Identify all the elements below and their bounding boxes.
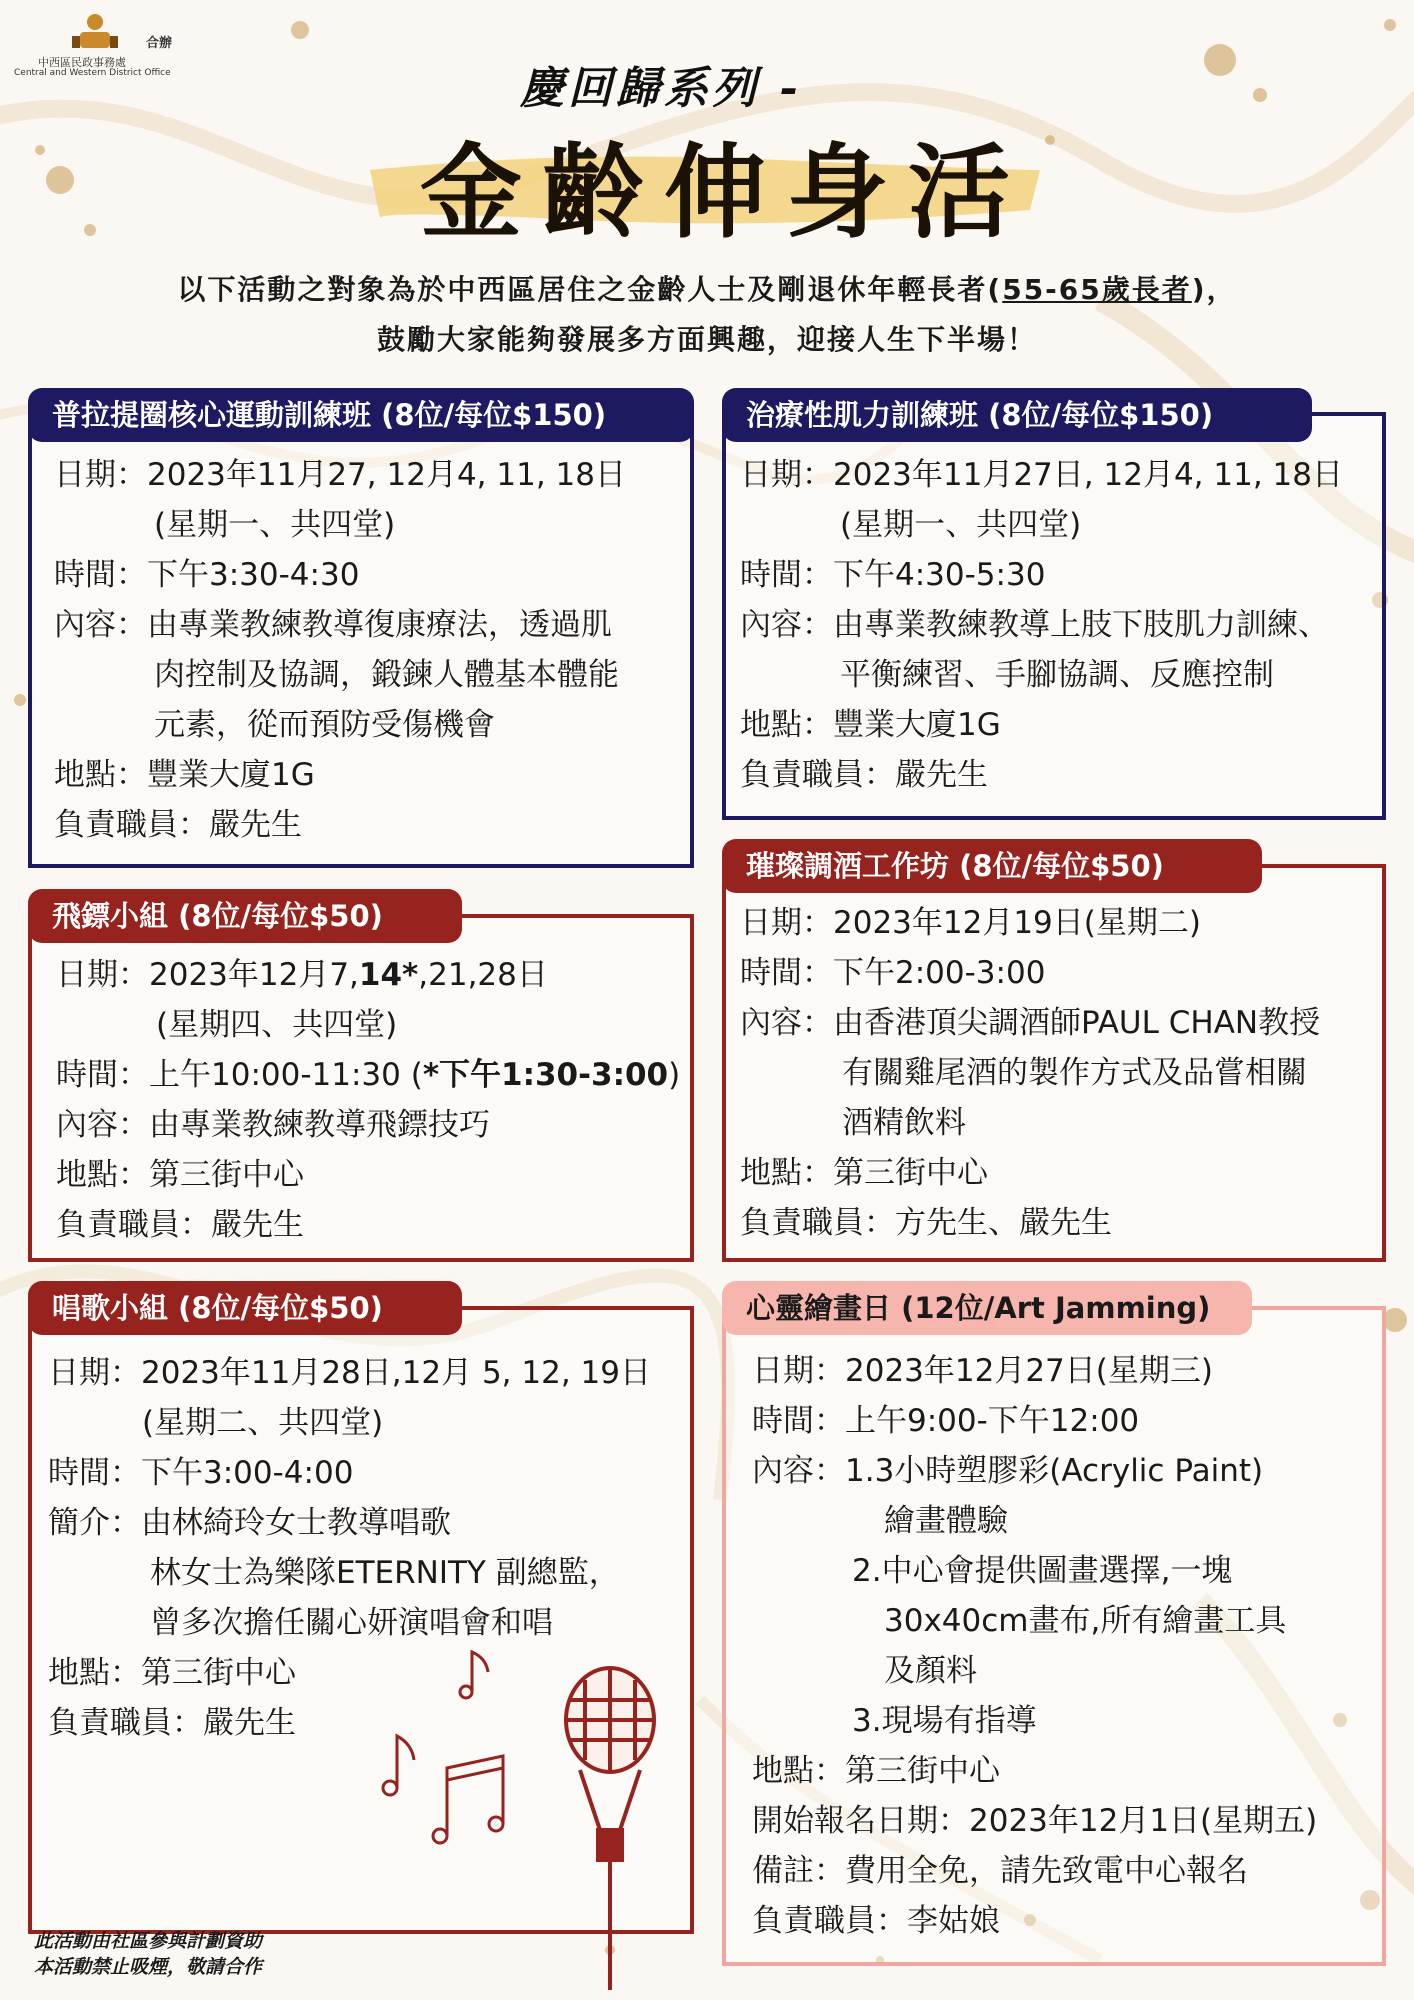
painting-staff: 李姑娘 (907, 1903, 1000, 1939)
singing-time: 下午3:00-4:00 (141, 1455, 354, 1491)
time-label: 時間： (752, 1403, 845, 1439)
darts-content: 由專業教練教導飛鏢技巧 (149, 1107, 490, 1143)
venue-label: 地點： (56, 1157, 149, 1193)
singing-title-tab: 唱歌小組 (8位/每位$50) (28, 1281, 462, 1335)
pilates-details (54, 450, 626, 850)
date-label: 日期： (740, 905, 833, 941)
strength-venue: 豐業大廈1G (833, 707, 1001, 743)
painting-item-1a: 1.3小時塑膠彩(Acrylic Paint) (845, 1453, 1264, 1489)
cocktail-content-1: 由香港頂尖調酒師PAUL CHAN教授 (833, 1005, 1321, 1041)
pilates-content-1: 由專業教練教導復康療法，透過肌 (147, 607, 612, 643)
staff-label: 負責職員： (56, 1207, 211, 1243)
darts-staff: 嚴先生 (211, 1207, 304, 1243)
strength-content-2: 平衡練習、手腳協調、反應控制 (840, 657, 1274, 693)
singing-date-note: (星期二、共四堂) (142, 1405, 384, 1441)
footer-funding-note: 此活動由社區參與計劃資助 (34, 1930, 263, 1952)
darts-time-c: ) (668, 1057, 681, 1093)
venue-label: 地點： (752, 1753, 845, 1789)
darts-date-bold: 14* (358, 957, 419, 993)
pilates-time: 下午3:30-4:30 (147, 557, 360, 593)
painting-remark: 費用全免，請先致電中心報名 (845, 1853, 1248, 1889)
darts-title-tab: 飛鏢小組 (8位/每位$50) (28, 889, 462, 943)
painting-item-2b: 30x40cm畫布,所有繪畫工具 (884, 1603, 1287, 1639)
microphone-illustration (540, 1660, 680, 2000)
painting-item-2c: 及顏料 (884, 1653, 977, 1689)
darts-details (56, 950, 680, 1250)
staff-label: 負責職員： (54, 807, 209, 843)
staff-label: 負責職員： (48, 1705, 203, 1741)
time-label: 時間： (48, 1455, 141, 1491)
strength-content-1: 由專業教練教導上肢下肢肌力訓練、 (833, 607, 1329, 643)
darts-time-bold: *下午1:30-3:00 (422, 1057, 669, 1093)
painting-enroll-date: 2023年12月1日(星期五) (969, 1803, 1318, 1839)
staff-label: 負責職員： (752, 1903, 907, 1939)
date-label: 日期： (56, 957, 149, 993)
singing-date: 2023年11月28日,12月 5, 12, 19日 (141, 1355, 651, 1391)
darts-date-c: ,21,28日 (418, 957, 548, 993)
venue-label: 地點： (48, 1655, 141, 1691)
pilates-staff: 嚴先生 (209, 807, 302, 843)
intro-line1-a: 以下活動之對象為於中西區居住之金齡人士及剛退休年輕長者( (177, 273, 1003, 306)
singing-intro-1: 由林綺玲女士教導唱歌 (141, 1505, 451, 1541)
date-label: 日期： (740, 457, 833, 493)
staff-label: 負責職員： (740, 757, 895, 793)
pilates-content-3: 元素，從而預防受傷機會 (154, 707, 495, 743)
painting-title-tab: 心靈繪畫日 (12位/Art Jamming) (722, 1281, 1252, 1335)
cocktail-time: 下午2:00-3:00 (833, 955, 1046, 991)
pilates-date: 2023年11月27, 12月4, 11, 18日 (147, 457, 626, 493)
intro-text (0, 265, 1414, 365)
singing-intro-3: 曾多次擔任關心妍演唱會和唱 (150, 1605, 553, 1641)
singing-staff: 嚴先生 (203, 1705, 296, 1741)
time-label: 時間： (54, 557, 147, 593)
content-label: 內容： (752, 1453, 845, 1489)
cocktail-staff: 方先生、嚴先生 (895, 1205, 1112, 1241)
content-label: 內容： (740, 1005, 833, 1041)
strength-date-note: (星期一、共四堂) (840, 507, 1082, 543)
date-label: 日期： (48, 1355, 141, 1391)
intro-age-range: 55-65歲長者 (1002, 273, 1192, 306)
series-subtitle: 慶回歸系列 - (520, 63, 802, 114)
cocktail-details (740, 898, 1320, 1248)
singing-venue: 第三街中心 (141, 1655, 296, 1691)
footer-notes (34, 1928, 262, 1980)
cocktail-content-2: 有關雞尾酒的製作方式及品嘗相關 (842, 1055, 1307, 1091)
remark-label: 備註： (752, 1853, 845, 1889)
venue-label: 地點： (740, 707, 833, 743)
enroll-date-label: 開始報名日期： (752, 1803, 969, 1839)
darts-date-a: 2023年12月7, (149, 957, 359, 993)
content-label: 內容： (54, 607, 147, 643)
content-label: 內容： (56, 1107, 149, 1143)
darts-time-a: 上午10:00-11:30 ( (149, 1057, 423, 1093)
pilates-title-tab: 普拉提圈核心運動訓練班 (8位/每位$150) (28, 388, 694, 442)
logo-emblem-icon (70, 10, 120, 56)
strength-time: 下午4:30-5:30 (833, 557, 1046, 593)
cocktail-date: 2023年12月19日(星期二) (833, 905, 1201, 941)
date-label: 日期： (752, 1353, 845, 1389)
main-title: 金齡伸身活 (420, 133, 1030, 253)
co-organizer-label: 合辦 (146, 36, 173, 51)
intro-line2: 鼓勵大家能夠發展多方面興趣，迎接人生下半場！ (376, 323, 1037, 356)
content-label: 內容： (740, 607, 833, 643)
painting-venue: 第三街中心 (845, 1753, 1000, 1789)
cocktail-venue: 第三街中心 (833, 1155, 988, 1191)
pilates-venue: 豐業大廈1G (147, 757, 315, 793)
painting-time: 上午9:00-下午12:00 (845, 1403, 1140, 1439)
singing-intro-2: 林女士為樂隊ETERNITY 副總監， (150, 1555, 620, 1591)
strength-staff: 嚴先生 (895, 757, 988, 793)
darts-date-note: (星期四、共四堂) (156, 1007, 398, 1043)
cocktail-title-tab: 璀璨調酒工作坊 (8位/每位$50) (722, 839, 1262, 893)
painting-date: 2023年12月27日(星期三) (845, 1353, 1213, 1389)
painting-item-1b: 繪畫體驗 (884, 1503, 1008, 1539)
logo-chinese-text: 中西區民政事務處 (38, 56, 126, 69)
pilates-date-note: (星期一、共四堂) (154, 507, 396, 543)
strength-details (740, 450, 1343, 800)
painting-item-2a: 2.中心會提供圖畫選擇,一塊 (852, 1553, 1233, 1589)
venue-label: 地點： (740, 1155, 833, 1191)
cocktail-content-3: 酒精飲料 (842, 1105, 966, 1141)
painting-details (752, 1346, 1317, 1946)
strength-date: 2023年11月27日, 12月4, 11, 18日 (833, 457, 1343, 493)
time-label: 時間： (740, 955, 833, 991)
district-office-logo (14, 10, 184, 82)
logo-english-text: Central and Western District Office (14, 68, 171, 78)
strength-title-tab: 治療性肌力訓練班 (8位/每位$150) (722, 388, 1312, 442)
footer-no-smoking-note: 本活動禁止吸煙，敬請合作 (34, 1956, 263, 1978)
darts-venue: 第三街中心 (149, 1157, 304, 1193)
time-label: 時間： (740, 557, 833, 593)
painting-item-3: 3.現場有指導 (852, 1703, 1037, 1739)
venue-label: 地點： (54, 757, 147, 793)
staff-label: 負責職員： (740, 1205, 895, 1241)
intro-line1-b: )， (1191, 273, 1237, 306)
pilates-content-2: 肉控制及協調，鍛鍊人體基本體能 (154, 657, 619, 693)
music-notes-icon (376, 1648, 526, 1868)
time-label: 時間： (56, 1057, 149, 1093)
date-label: 日期： (54, 457, 147, 493)
intro-label: 簡介： (48, 1505, 141, 1541)
